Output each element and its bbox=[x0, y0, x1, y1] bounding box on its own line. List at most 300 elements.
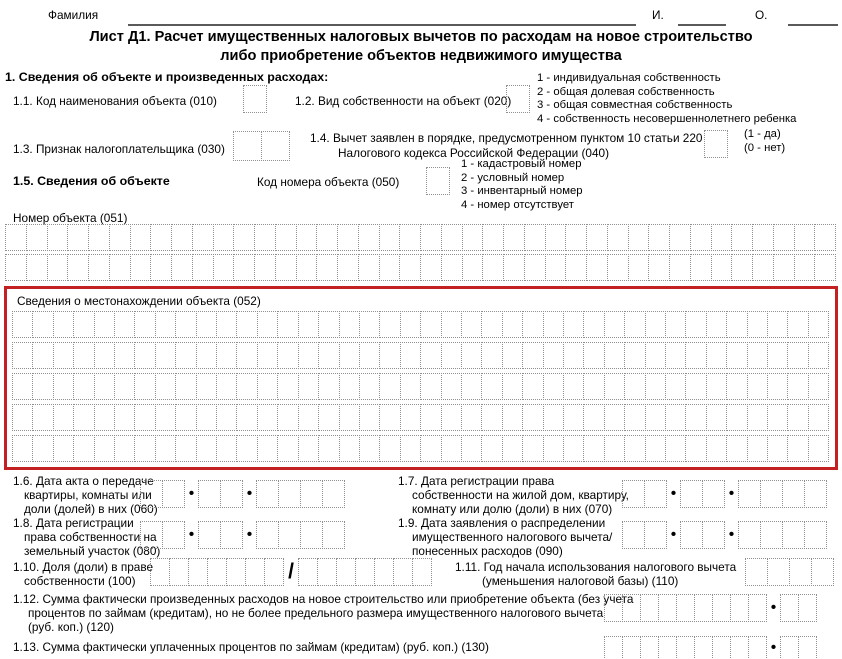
input-cell[interactable] bbox=[563, 404, 584, 431]
input-cell[interactable] bbox=[53, 435, 74, 462]
input-cell[interactable] bbox=[563, 435, 584, 462]
input-cell[interactable] bbox=[216, 342, 237, 369]
input-cell[interactable] bbox=[94, 435, 115, 462]
input-cell[interactable] bbox=[339, 373, 360, 400]
input-cell[interactable] bbox=[213, 254, 235, 281]
input-cell[interactable] bbox=[462, 254, 484, 281]
input-cell[interactable] bbox=[114, 435, 135, 462]
input-cell[interactable] bbox=[322, 521, 345, 549]
input-cell[interactable] bbox=[645, 311, 666, 338]
input-cell[interactable] bbox=[680, 480, 703, 508]
input-cell[interactable] bbox=[694, 594, 713, 622]
input-cell[interactable] bbox=[317, 558, 337, 586]
input-cell[interactable] bbox=[767, 558, 790, 586]
input-cell[interactable] bbox=[669, 224, 691, 251]
input-cell[interactable] bbox=[604, 311, 625, 338]
input-cell[interactable] bbox=[67, 224, 89, 251]
input-cell[interactable] bbox=[441, 342, 462, 369]
input-cell[interactable] bbox=[794, 224, 816, 251]
input-cell[interactable] bbox=[565, 224, 587, 251]
input-cell[interactable] bbox=[665, 404, 686, 431]
input-cell[interactable] bbox=[318, 342, 339, 369]
input-cell[interactable] bbox=[216, 311, 237, 338]
input-cell[interactable] bbox=[502, 342, 523, 369]
input-cell[interactable] bbox=[604, 373, 625, 400]
input-cell[interactable] bbox=[393, 558, 413, 586]
input-cell[interactable] bbox=[298, 404, 319, 431]
input-cell[interactable] bbox=[685, 342, 706, 369]
input-cell[interactable] bbox=[359, 435, 380, 462]
date-field-070[interactable] bbox=[622, 480, 827, 508]
input-cell[interactable] bbox=[773, 254, 795, 281]
input-cell[interactable] bbox=[543, 404, 564, 431]
field-030-input[interactable] bbox=[233, 131, 290, 161]
input-cell[interactable] bbox=[254, 254, 276, 281]
input-cell[interactable] bbox=[787, 342, 808, 369]
input-cell[interactable] bbox=[32, 435, 53, 462]
input-cell[interactable] bbox=[726, 373, 747, 400]
input-cell[interactable] bbox=[745, 558, 768, 586]
input-cell[interactable] bbox=[32, 342, 53, 369]
input-cell[interactable] bbox=[32, 404, 53, 431]
input-cell[interactable] bbox=[298, 342, 319, 369]
input-cell[interactable] bbox=[798, 594, 817, 622]
field-020-input[interactable] bbox=[506, 85, 530, 113]
input-cell[interactable] bbox=[339, 404, 360, 431]
input-cell[interactable] bbox=[563, 373, 584, 400]
input-cell[interactable] bbox=[565, 254, 587, 281]
input-cell[interactable] bbox=[607, 254, 629, 281]
input-cell[interactable] bbox=[150, 224, 172, 251]
input-cell[interactable] bbox=[53, 311, 74, 338]
input-cell[interactable] bbox=[196, 373, 217, 400]
input-cell[interactable] bbox=[624, 435, 645, 462]
input-cell[interactable] bbox=[730, 594, 749, 622]
input-cell[interactable] bbox=[804, 521, 827, 549]
input-cell[interactable] bbox=[808, 373, 829, 400]
input-cell[interactable] bbox=[298, 558, 318, 586]
input-cell[interactable] bbox=[379, 435, 400, 462]
input-cell[interactable] bbox=[738, 521, 761, 549]
amount-field-120[interactable] bbox=[604, 594, 817, 622]
input-cell[interactable] bbox=[694, 636, 713, 659]
input-cell[interactable] bbox=[482, 254, 504, 281]
input-cell[interactable] bbox=[747, 373, 768, 400]
input-cell[interactable] bbox=[461, 404, 482, 431]
input-cell[interactable] bbox=[441, 311, 462, 338]
input-cell[interactable] bbox=[665, 342, 686, 369]
input-cell[interactable] bbox=[628, 254, 650, 281]
input-cell[interactable] bbox=[236, 342, 257, 369]
input-cell[interactable] bbox=[298, 435, 319, 462]
input-cell[interactable] bbox=[780, 594, 799, 622]
input-cell[interactable] bbox=[522, 404, 543, 431]
input-cell[interactable] bbox=[134, 311, 155, 338]
input-cell[interactable] bbox=[747, 435, 768, 462]
field-052-input-row5[interactable] bbox=[13, 435, 829, 462]
input-cell[interactable] bbox=[277, 373, 298, 400]
input-cell[interactable] bbox=[12, 311, 33, 338]
input-cell[interactable] bbox=[506, 85, 530, 113]
input-cell[interactable] bbox=[583, 342, 604, 369]
input-cell[interactable] bbox=[665, 435, 686, 462]
input-cell[interactable] bbox=[808, 435, 829, 462]
input-cell[interactable] bbox=[257, 435, 278, 462]
input-cell[interactable] bbox=[545, 224, 567, 251]
input-cell[interactable] bbox=[420, 342, 441, 369]
input-cell[interactable] bbox=[155, 311, 176, 338]
input-cell[interactable] bbox=[481, 404, 502, 431]
input-cell[interactable] bbox=[420, 254, 442, 281]
input-cell[interactable] bbox=[169, 558, 189, 586]
input-cell[interactable] bbox=[502, 435, 523, 462]
input-cell[interactable] bbox=[481, 435, 502, 462]
input-cell[interactable] bbox=[624, 311, 645, 338]
input-cell[interactable] bbox=[543, 342, 564, 369]
input-cell[interactable] bbox=[814, 224, 836, 251]
input-cell[interactable] bbox=[420, 435, 441, 462]
input-cell[interactable] bbox=[73, 342, 94, 369]
input-cell[interactable] bbox=[134, 342, 155, 369]
input-cell[interactable] bbox=[502, 373, 523, 400]
input-cell[interactable] bbox=[604, 636, 623, 659]
input-cell[interactable] bbox=[640, 636, 659, 659]
input-cell[interactable] bbox=[94, 342, 115, 369]
input-cell[interactable] bbox=[261, 131, 290, 161]
surname-input-line[interactable] bbox=[128, 24, 636, 26]
input-cell[interactable] bbox=[711, 254, 733, 281]
input-cell[interactable] bbox=[379, 224, 401, 251]
input-cell[interactable] bbox=[233, 131, 262, 161]
input-cell[interactable] bbox=[196, 435, 217, 462]
input-cell[interactable] bbox=[748, 594, 767, 622]
input-cell[interactable] bbox=[645, 373, 666, 400]
input-cell[interactable] bbox=[5, 224, 27, 251]
input-cell[interactable] bbox=[337, 254, 359, 281]
input-cell[interactable] bbox=[233, 254, 255, 281]
input-cell[interactable] bbox=[604, 404, 625, 431]
input-cell[interactable] bbox=[162, 521, 185, 549]
field-050-input[interactable] bbox=[426, 167, 450, 195]
input-cell[interactable] bbox=[503, 224, 525, 251]
input-cell[interactable] bbox=[563, 342, 584, 369]
input-cell[interactable] bbox=[188, 558, 208, 586]
input-cell[interactable] bbox=[400, 373, 421, 400]
input-cell[interactable] bbox=[730, 636, 749, 659]
input-cell[interactable] bbox=[114, 373, 135, 400]
input-cell[interactable] bbox=[711, 224, 733, 251]
input-cell[interactable] bbox=[645, 342, 666, 369]
input-cell[interactable] bbox=[773, 224, 795, 251]
input-cell[interactable] bbox=[175, 342, 196, 369]
field-052-input-row3[interactable] bbox=[13, 373, 829, 400]
input-cell[interactable] bbox=[624, 404, 645, 431]
input-cell[interactable] bbox=[563, 311, 584, 338]
input-cell[interactable] bbox=[355, 558, 375, 586]
input-cell[interactable] bbox=[88, 254, 110, 281]
input-cell[interactable] bbox=[150, 254, 172, 281]
year-field-110[interactable] bbox=[745, 558, 834, 586]
input-cell[interactable] bbox=[318, 435, 339, 462]
input-cell[interactable] bbox=[374, 558, 394, 586]
input-cell[interactable] bbox=[109, 224, 131, 251]
input-cell[interactable] bbox=[441, 254, 463, 281]
input-cell[interactable] bbox=[322, 480, 345, 508]
input-cell[interactable] bbox=[789, 558, 812, 586]
input-cell[interactable] bbox=[522, 342, 543, 369]
input-cell[interactable] bbox=[134, 435, 155, 462]
input-cell[interactable] bbox=[760, 480, 783, 508]
input-cell[interactable] bbox=[522, 435, 543, 462]
input-cell[interactable] bbox=[624, 373, 645, 400]
input-cell[interactable] bbox=[767, 404, 788, 431]
input-cell[interactable] bbox=[236, 435, 257, 462]
input-cell[interactable] bbox=[712, 594, 731, 622]
input-cell[interactable] bbox=[277, 342, 298, 369]
input-cell[interactable] bbox=[296, 224, 318, 251]
input-cell[interactable] bbox=[726, 311, 747, 338]
input-cell[interactable] bbox=[461, 342, 482, 369]
input-cell[interactable] bbox=[804, 480, 827, 508]
input-cell[interactable] bbox=[236, 404, 257, 431]
input-cell[interactable] bbox=[399, 224, 421, 251]
date-field-090[interactable] bbox=[622, 521, 827, 549]
input-cell[interactable] bbox=[233, 224, 255, 251]
input-cell[interactable] bbox=[441, 404, 462, 431]
input-cell[interactable] bbox=[5, 254, 27, 281]
input-cell[interactable] bbox=[426, 167, 450, 195]
input-cell[interactable] bbox=[461, 435, 482, 462]
input-cell[interactable] bbox=[336, 558, 356, 586]
input-cell[interactable] bbox=[726, 342, 747, 369]
input-cell[interactable] bbox=[787, 311, 808, 338]
input-cell[interactable] bbox=[358, 254, 380, 281]
input-cell[interactable] bbox=[811, 558, 834, 586]
input-cell[interactable] bbox=[359, 373, 380, 400]
input-cell[interactable] bbox=[155, 373, 176, 400]
input-cell[interactable] bbox=[648, 224, 670, 251]
input-cell[interactable] bbox=[400, 311, 421, 338]
input-cell[interactable] bbox=[162, 480, 185, 508]
input-cell[interactable] bbox=[787, 404, 808, 431]
input-cell[interactable] bbox=[245, 558, 265, 586]
input-cell[interactable] bbox=[192, 254, 214, 281]
input-cell[interactable] bbox=[767, 342, 788, 369]
input-cell[interactable] bbox=[257, 373, 278, 400]
input-cell[interactable] bbox=[53, 342, 74, 369]
input-cell[interactable] bbox=[213, 224, 235, 251]
input-cell[interactable] bbox=[257, 404, 278, 431]
input-cell[interactable] bbox=[607, 224, 629, 251]
input-cell[interactable] bbox=[760, 521, 783, 549]
input-cell[interactable] bbox=[645, 435, 666, 462]
input-cell[interactable] bbox=[808, 342, 829, 369]
input-cell[interactable] bbox=[524, 224, 546, 251]
field-052-input-row4[interactable] bbox=[13, 404, 829, 431]
input-cell[interactable] bbox=[278, 521, 301, 549]
input-cell[interactable] bbox=[359, 311, 380, 338]
field-040-input[interactable] bbox=[704, 130, 728, 158]
field-052-input-row2[interactable] bbox=[13, 342, 829, 369]
input-cell[interactable] bbox=[196, 404, 217, 431]
input-cell[interactable] bbox=[543, 373, 564, 400]
input-cell[interactable] bbox=[155, 342, 176, 369]
input-cell[interactable] bbox=[808, 404, 829, 431]
input-cell[interactable] bbox=[196, 342, 217, 369]
input-cell[interactable] bbox=[622, 594, 641, 622]
input-cell[interactable] bbox=[216, 435, 237, 462]
input-cell[interactable] bbox=[26, 224, 48, 251]
input-cell[interactable] bbox=[155, 404, 176, 431]
input-cell[interactable] bbox=[545, 254, 567, 281]
input-cell[interactable] bbox=[175, 404, 196, 431]
input-cell[interactable] bbox=[216, 373, 237, 400]
input-cell[interactable] bbox=[216, 404, 237, 431]
input-cell[interactable] bbox=[257, 311, 278, 338]
input-cell[interactable] bbox=[481, 311, 502, 338]
input-cell[interactable] bbox=[706, 373, 727, 400]
input-cell[interactable] bbox=[220, 480, 243, 508]
input-cell[interactable] bbox=[277, 404, 298, 431]
input-cell[interactable] bbox=[690, 254, 712, 281]
input-cell[interactable] bbox=[604, 342, 625, 369]
input-cell[interactable] bbox=[482, 224, 504, 251]
input-cell[interactable] bbox=[379, 404, 400, 431]
input-cell[interactable] bbox=[12, 342, 33, 369]
input-cell[interactable] bbox=[583, 311, 604, 338]
input-cell[interactable] bbox=[462, 224, 484, 251]
input-cell[interactable] bbox=[808, 311, 829, 338]
first-initial-input-line[interactable] bbox=[678, 24, 726, 26]
input-cell[interactable] bbox=[524, 254, 546, 281]
input-cell[interactable] bbox=[318, 311, 339, 338]
input-cell[interactable] bbox=[441, 224, 463, 251]
input-cell[interactable] bbox=[379, 311, 400, 338]
input-cell[interactable] bbox=[134, 373, 155, 400]
field-051-input-row1[interactable] bbox=[6, 224, 836, 251]
input-cell[interactable] bbox=[644, 521, 667, 549]
input-cell[interactable] bbox=[277, 311, 298, 338]
input-cell[interactable] bbox=[73, 311, 94, 338]
input-cell[interactable] bbox=[604, 594, 623, 622]
input-cell[interactable] bbox=[88, 224, 110, 251]
input-cell[interactable] bbox=[196, 311, 217, 338]
input-cell[interactable] bbox=[706, 342, 727, 369]
input-cell[interactable] bbox=[300, 480, 323, 508]
input-cell[interactable] bbox=[400, 404, 421, 431]
input-cell[interactable] bbox=[481, 342, 502, 369]
input-cell[interactable] bbox=[787, 373, 808, 400]
input-cell[interactable] bbox=[316, 254, 338, 281]
input-cell[interactable] bbox=[676, 636, 695, 659]
fraction-field-100[interactable] bbox=[150, 558, 432, 586]
input-cell[interactable] bbox=[236, 373, 257, 400]
input-cell[interactable] bbox=[256, 480, 279, 508]
input-cell[interactable] bbox=[731, 254, 753, 281]
input-cell[interactable] bbox=[32, 373, 53, 400]
input-cell[interactable] bbox=[236, 311, 257, 338]
input-cell[interactable] bbox=[767, 311, 788, 338]
input-cell[interactable] bbox=[73, 404, 94, 431]
input-cell[interactable] bbox=[256, 521, 279, 549]
input-cell[interactable] bbox=[47, 224, 69, 251]
input-cell[interactable] bbox=[254, 224, 276, 251]
input-cell[interactable] bbox=[685, 311, 706, 338]
input-cell[interactable] bbox=[586, 224, 608, 251]
input-cell[interactable] bbox=[586, 254, 608, 281]
input-cell[interactable] bbox=[278, 480, 301, 508]
input-cell[interactable] bbox=[114, 311, 135, 338]
input-cell[interactable] bbox=[704, 130, 728, 158]
input-cell[interactable] bbox=[658, 594, 677, 622]
input-cell[interactable] bbox=[752, 224, 774, 251]
input-cell[interactable] bbox=[747, 342, 768, 369]
input-cell[interactable] bbox=[53, 373, 74, 400]
input-cell[interactable] bbox=[680, 521, 703, 549]
input-cell[interactable] bbox=[690, 224, 712, 251]
input-cell[interactable] bbox=[73, 435, 94, 462]
input-cell[interactable] bbox=[12, 404, 33, 431]
input-cell[interactable] bbox=[461, 373, 482, 400]
input-cell[interactable] bbox=[226, 558, 246, 586]
field-051-input-row2[interactable] bbox=[6, 254, 836, 281]
input-cell[interactable] bbox=[503, 254, 525, 281]
input-cell[interactable] bbox=[685, 404, 706, 431]
input-cell[interactable] bbox=[26, 254, 48, 281]
input-cell[interactable] bbox=[420, 373, 441, 400]
input-cell[interactable] bbox=[726, 404, 747, 431]
input-cell[interactable] bbox=[257, 342, 278, 369]
input-cell[interactable] bbox=[53, 404, 74, 431]
input-cell[interactable] bbox=[318, 404, 339, 431]
date-field-080[interactable] bbox=[140, 521, 345, 549]
input-cell[interactable] bbox=[622, 480, 645, 508]
input-cell[interactable] bbox=[747, 404, 768, 431]
input-cell[interactable] bbox=[522, 373, 543, 400]
input-cell[interactable] bbox=[583, 435, 604, 462]
input-cell[interactable] bbox=[461, 311, 482, 338]
input-cell[interactable] bbox=[277, 435, 298, 462]
input-cell[interactable] bbox=[379, 342, 400, 369]
field-052-input-row1[interactable] bbox=[13, 311, 829, 338]
input-cell[interactable] bbox=[400, 435, 421, 462]
input-cell[interactable] bbox=[298, 311, 319, 338]
input-cell[interactable] bbox=[379, 373, 400, 400]
input-cell[interactable] bbox=[379, 254, 401, 281]
input-cell[interactable] bbox=[337, 224, 359, 251]
input-cell[interactable] bbox=[400, 342, 421, 369]
input-cell[interactable] bbox=[358, 224, 380, 251]
input-cell[interactable] bbox=[339, 342, 360, 369]
input-cell[interactable] bbox=[275, 254, 297, 281]
input-cell[interactable] bbox=[782, 480, 805, 508]
input-cell[interactable] bbox=[583, 404, 604, 431]
input-cell[interactable] bbox=[814, 254, 836, 281]
input-cell[interactable] bbox=[543, 435, 564, 462]
input-cell[interactable] bbox=[140, 480, 163, 508]
input-cell[interactable] bbox=[114, 404, 135, 431]
input-cell[interactable] bbox=[339, 311, 360, 338]
input-cell[interactable] bbox=[702, 480, 725, 508]
input-cell[interactable] bbox=[767, 435, 788, 462]
input-cell[interactable] bbox=[175, 311, 196, 338]
input-cell[interactable] bbox=[94, 311, 115, 338]
input-cell[interactable] bbox=[300, 521, 323, 549]
input-cell[interactable] bbox=[130, 254, 152, 281]
input-cell[interactable] bbox=[645, 404, 666, 431]
input-cell[interactable] bbox=[622, 636, 641, 659]
input-cell[interactable] bbox=[685, 435, 706, 462]
